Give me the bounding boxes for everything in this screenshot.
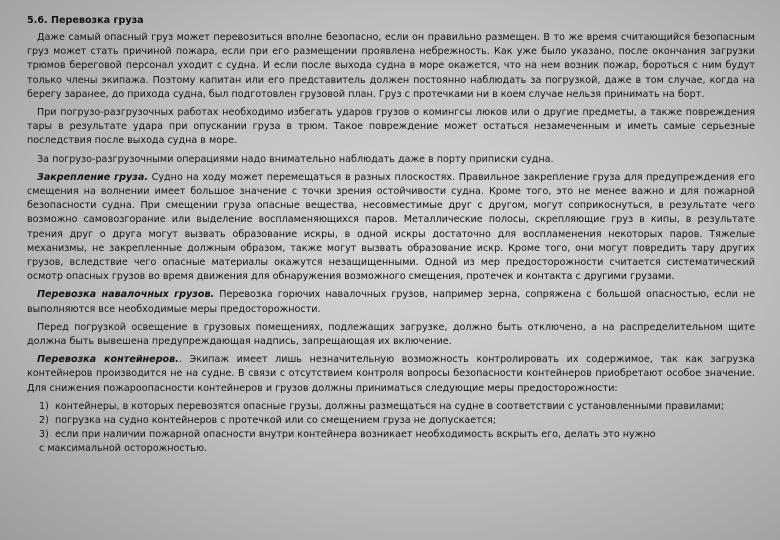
paragraph-containers-text: . Экипаж имеет лишь незначительную возможность контролировать их содержимое, так как загрузка контейнеров производится не на судне. В связи с отсутствием контроля вопросы безопасности контейнеров приобретают особое значение. Для снижения пожароопасности контейнеров и грузов должны приниматься следующие меры предосторожности: [27,354,755,394]
list-item-continuation: с максимальной осторожностью. [39,443,208,455]
paragraph-cargo-securing-text: Судно на ходу может перемещаться в разных плоскостях. Правильное закрепление груза для предупреждения его смещения на волнении имеет большое значение с точки зрения остойчивости судна. Кроме того, это не менее важно и для пожарной безопасности судна. При смещении груза опасные вещества, несовместимые друг с другом, могут соприкоснуться, в результате чего возможно самовозгорание или выделение воспламеняющихся паров. Металлические полосы, скрепляющие груз в кипы, в результате трения друг о друга могут вызвать образование искры, в одной искры достаточно для воспламенения некоторых паров. Тяжелые механизмы, не закрепленные должным образом, также могут вызвать образование искр. Кроме того, они могут повредить тару других грузов, вследствие чего опасные материалы окажутся незащищенными. Одной из мер предосторожности считается систематический осмотр опасных грузов во время движения для обнаружения возможного смещения, протечек и контакта с другими грузами. [27,171,755,283]
precautions-list [27,400,755,457]
paragraph-containers [27,353,755,396]
paragraph-bulk-cargo-text: Перевозка горючих навалочных грузов, например зерна, сопряжена с большой опасностью, если не выполняются все необходимые меры предосторожности. [27,289,755,315]
paragraph-home-port: За погрузо-разгрузочными операциями надо внимательно наблюдать даже в порту приписки судна. [37,153,554,165]
list-item-text: контейнеры, в которых перевозятся опасные грузы, должны размещаться на судне в соответствии с установленными правилами; [55,400,724,412]
list-number: 1) [39,400,49,412]
list-item-text: погрузка на судно контейнеров с протечкой или со смещением груза не допускается; [55,415,497,427]
list-item [27,414,755,428]
list-number: 2) [39,415,49,427]
term-cargo-securing: Закрепление груза. [37,171,148,183]
list-item [27,428,755,456]
list-number: 3) [39,429,49,441]
list-item [27,400,755,414]
term-bulk-cargo: Перевозка навалочных грузов. [37,289,215,301]
term-containers: Перевозка контейнеров. [37,354,179,366]
paragraph-loading-damage: При погрузо-разгрузочных работах необходимо избегать ударов грузов о комингсы люков или о другие предметы, а также повреждения тары в результате удара при опускании груза в трюм. Такое повреждение может остаться незамеченным и иметь самые серьезные последствия после выхода судна в море. [27,107,755,147]
paragraph-cargo-securing [27,171,755,285]
paragraph-bulk-cargo [27,288,755,316]
document-page [27,14,755,457]
paragraph-lighting: Перед погрузкой освещение в грузовых помещениях, подлежащих загрузке, должно быть отключено, а на распределительном щите должна быть вывешена предупреждающая надпись, запрещающая их включение. [27,321,755,348]
list-item-text: если при наличии пожарной опасности внутри контейнера возникает необходимость вскрыть его, делать это нужно [55,429,656,441]
paragraph-cargo-safety: Даже самый опасный груз может перевозиться вполне безопасно, если он правильно размещен. В то же время считающийся безопасным груз может стать причиной пожара, если при его размещении проявлена небрежность. Как уже было указано, после окончания загрузки трюмов береговой персонал уходит с судна. И если после выхода судна в море окажется, что на нем возник пожар, бороться с ним будут только члены экипажа. Поэтому капитан или его представитель должен постоянно наблюдать за погрузкой, даже в том случае, когда на берегу заранее, до прихода судна, был подготовлен грузовой план. Груз с протечками ни в коем случае нельзя принимать на борт. [27,32,755,100]
section-heading: 5.6. Перевозка груза [27,15,144,26]
